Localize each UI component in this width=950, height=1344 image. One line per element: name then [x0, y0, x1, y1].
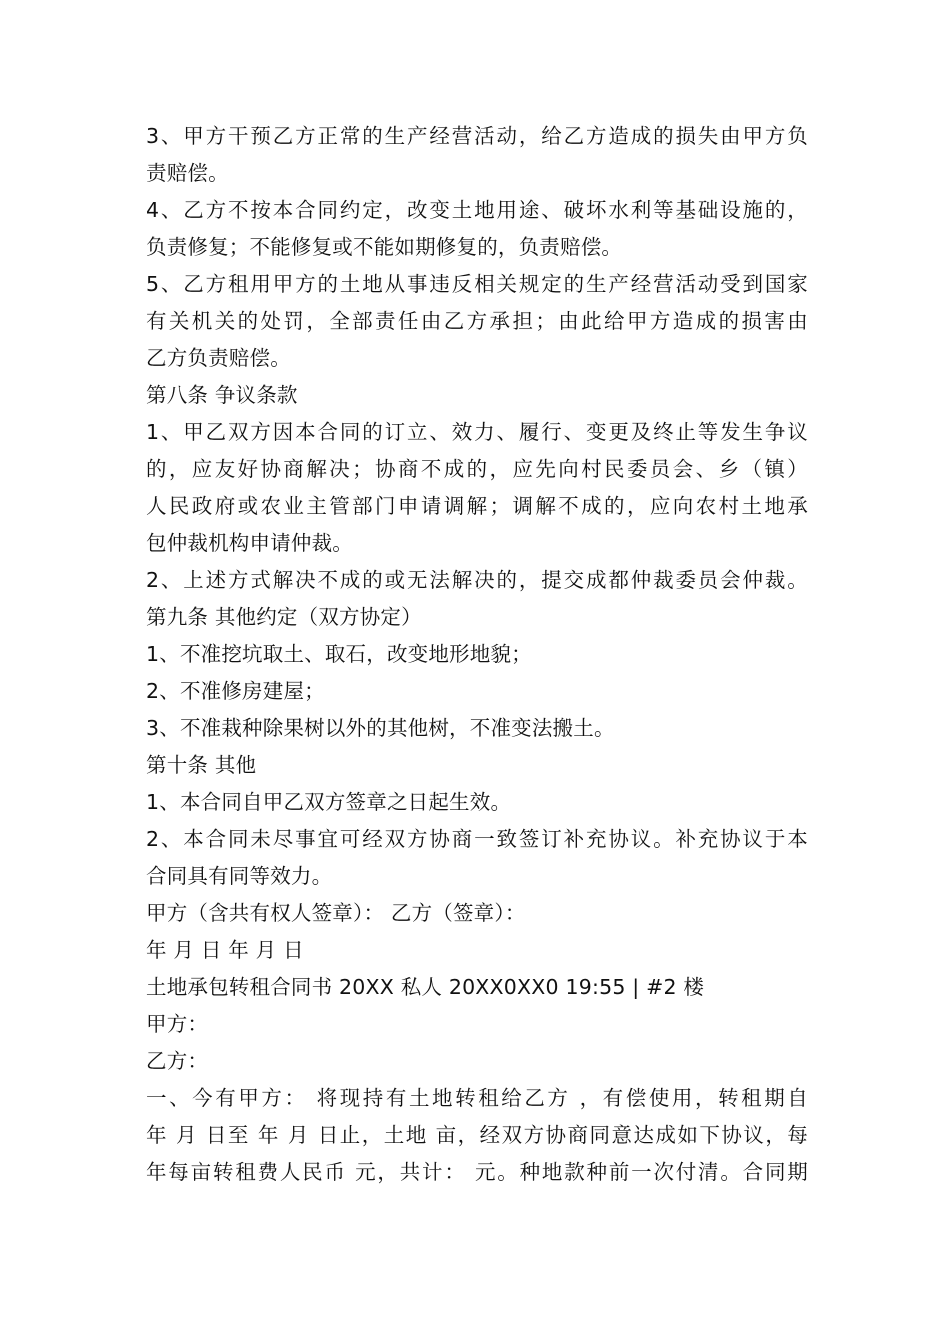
text-line: 包仲裁机构申请仲裁。 [146, 531, 353, 555]
contract-title-line: 土地承包转租合同书 20XX 私人 20XX0XX0 19:55 | #2 楼 [146, 975, 705, 999]
section-heading: 第九条 其他约定（双方协定） [146, 605, 422, 629]
text-line: 2、不准修房建屋； [146, 679, 325, 703]
date-line: 年 月 日 年 月 日 [146, 938, 304, 962]
section-heading: 第八条 争议条款 [146, 383, 298, 407]
text-line: 乙方负责赔偿。 [146, 346, 291, 370]
text-line: 合同具有同等效力。 [146, 864, 333, 888]
section-heading: 第十条 其他 [146, 753, 257, 777]
signature-line: 甲方（含共有权人签章）： 乙方（签章）： [146, 901, 526, 925]
text-line: 1、甲乙双方因本合同的订立、效力、履行、变更及终止等发生争议 [146, 420, 808, 444]
text-line: 一、今有甲方： 将现持有土地转租给乙方 ，有偿使用，转租期自 [146, 1086, 808, 1110]
text-line: 3、不准栽种除果树以外的其他树，不准变法搬土。 [146, 716, 615, 740]
text-line: 负责修复；不能修复或不能如期修复的，负责赔偿。 [146, 235, 623, 259]
text-line: 3、甲方干预乙方正常的生产经营活动，给乙方造成的损失由甲方负 [146, 124, 808, 148]
document-body [146, 118, 808, 1191]
text-line: 2、上述方式解决不成的或无法解决的，提交成都仲裁委员会仲裁。 [146, 568, 808, 592]
text-line: 2、本合同未尽事宜可经双方协商一致签订补充协议。补充协议于本 [146, 827, 808, 851]
text-line: 的，应友好协商解决；协商不成的，应先向村民委员会、乡（镇） [146, 457, 808, 481]
party-b-line: 乙方： [146, 1049, 209, 1073]
text-line: 年每亩转租费人民币 元，共计： 元。种地款种前一次付清。合同期 [146, 1160, 808, 1184]
text-line: 人民政府或农业主管部门申请调解；调解不成的，应向农村土地承 [146, 494, 808, 518]
text-line: 责赔偿。 [146, 161, 229, 185]
text-line: 5、乙方租用甲方的土地从事违反相关规定的生产经营活动受到国家 [146, 272, 808, 296]
text-line: 年 月 日至 年 月 日止，土地 亩，经双方协商同意达成如下协议，每 [146, 1123, 808, 1147]
text-line: 1、不准挖坑取土、取石，改变地形地貌； [146, 642, 532, 666]
party-a-line: 甲方： [146, 1012, 209, 1036]
text-line: 有关机关的处罚，全部责任由乙方承担；由此给甲方造成的损害由 [146, 309, 808, 333]
text-line: 1、本合同自甲乙双方签章之日起生效。 [146, 790, 512, 814]
text-line: 4、乙方不按本合同约定，改变土地用途、破坏水利等基础设施的， [146, 198, 808, 222]
